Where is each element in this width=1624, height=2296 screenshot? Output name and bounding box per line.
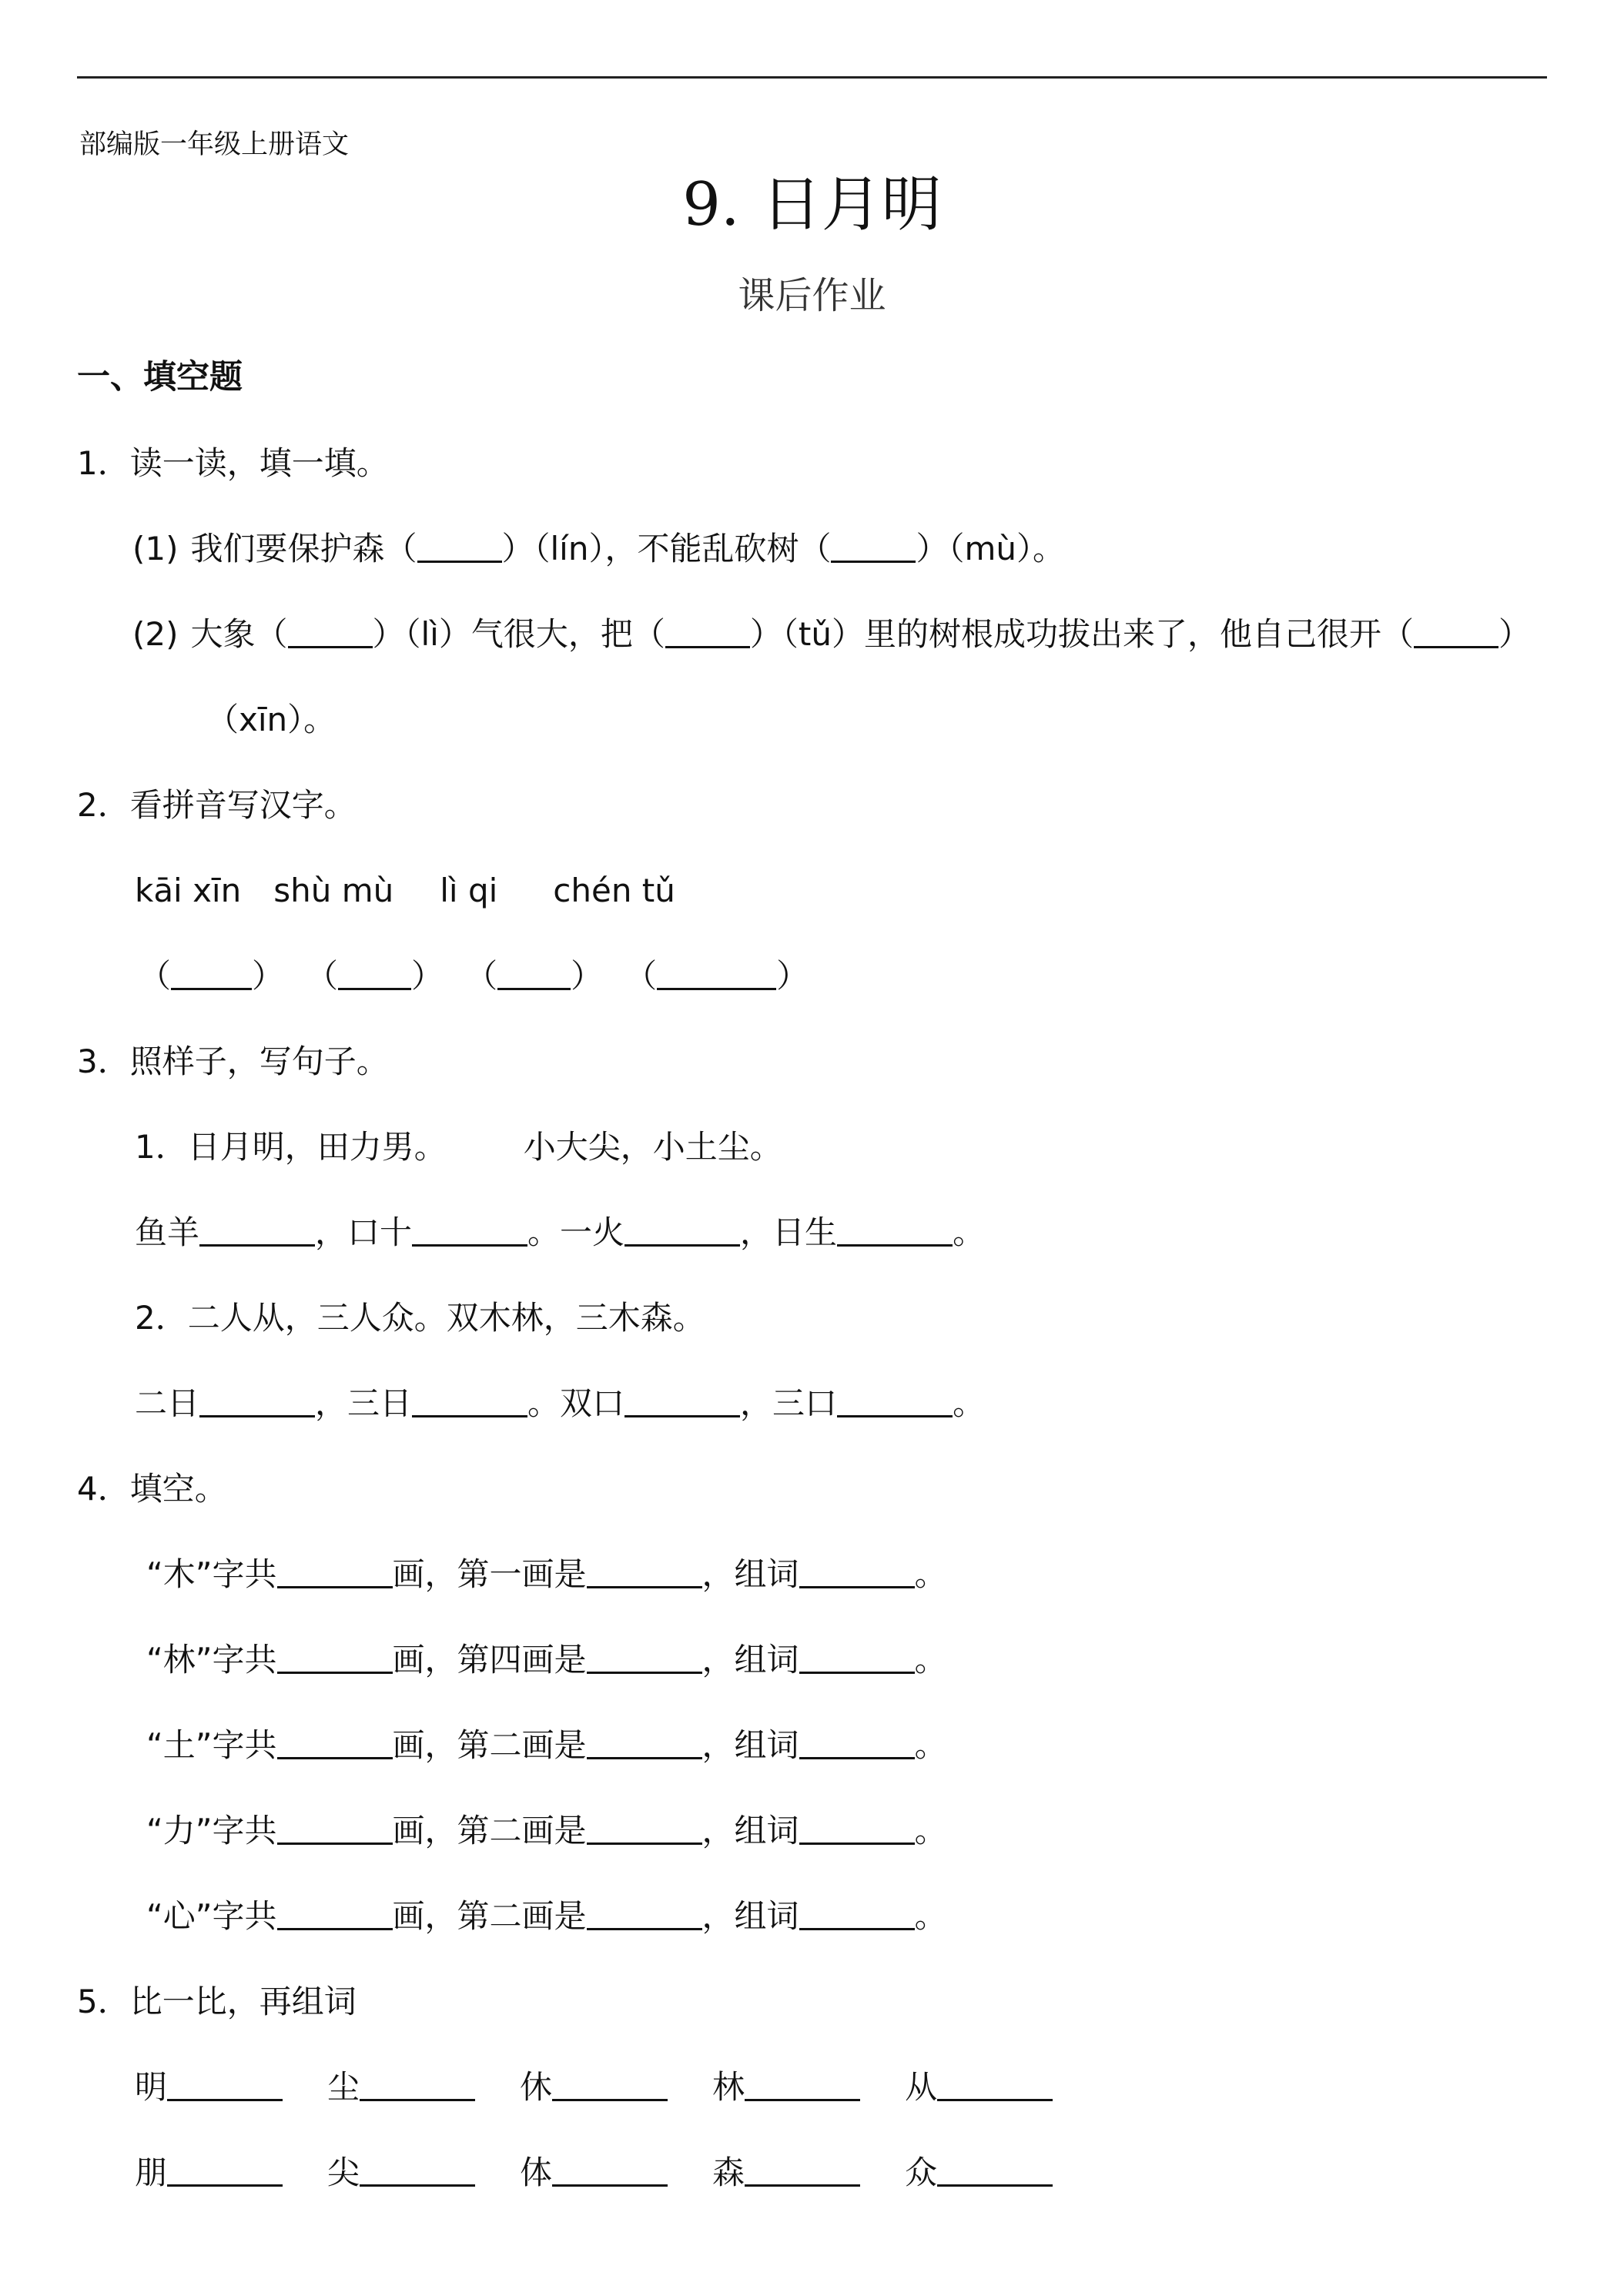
compare-char: 众: [905, 2154, 938, 2191]
pinyin-row: [135, 869, 675, 912]
q4-text: 。: [914, 1555, 947, 1593]
stroke-row: [146, 1553, 947, 1596]
answer-blank[interactable]: [799, 1812, 915, 1845]
lesson-title-text: 日月明: [761, 170, 942, 239]
q3-text: ，日生: [740, 1213, 838, 1251]
answer-blank[interactable]: [277, 1897, 393, 1930]
q3-example-1: [135, 1126, 782, 1169]
q1s1-text-c: ）（mù）。: [916, 530, 1066, 567]
q4-text: “木”字共: [146, 1555, 277, 1593]
q3-text: ，三口: [740, 1384, 838, 1422]
question-3-stem: 3．照样子，写句子。: [77, 1043, 389, 1080]
q3-text: 。: [953, 1213, 986, 1251]
compare-row-2: [135, 2151, 1053, 2194]
answer-blank[interactable]: [277, 1641, 393, 1674]
compare-char: 朋: [135, 2154, 168, 2191]
q1-sentence-2-continued: （xīn）。: [206, 701, 337, 738]
answer-blank[interactable]: [837, 1384, 953, 1417]
answer-blank[interactable]: [624, 1213, 740, 1247]
answer-blank[interactable]: [587, 1897, 702, 1930]
pinyin-item: kāi xīn: [135, 872, 242, 909]
compare-char: 尖: [327, 2154, 360, 2191]
q4-text: 画，第二画是: [392, 1897, 587, 1935]
paren-close: ）: [411, 957, 444, 995]
answer-blank[interactable]: [587, 1555, 702, 1588]
answer-blank[interactable]: [552, 2154, 668, 2187]
answer-blank[interactable]: [277, 1812, 393, 1845]
answer-blank[interactable]: [937, 2154, 1053, 2187]
answer-blank[interactable]: [288, 615, 373, 648]
q4-text: ，组词: [702, 1812, 799, 1849]
answer-blank[interactable]: [665, 615, 750, 648]
answer-blank[interactable]: [360, 2068, 475, 2101]
q3-example-1b: 小大尖，小土尘。: [523, 1128, 782, 1166]
pinyin-item: shù mù: [273, 872, 394, 909]
section-heading: 一、填空题: [77, 358, 243, 397]
answer-blank[interactable]: [745, 2154, 860, 2187]
compare-char: 森: [712, 2154, 745, 2191]
answer-blank[interactable]: [587, 1812, 702, 1845]
q1s2-text-a: 大象（: [190, 615, 288, 653]
book-label: 部编版一年级上册语文: [79, 129, 350, 160]
answer-blank[interactable]: [338, 957, 411, 990]
answer-blank[interactable]: [412, 1213, 527, 1247]
q1s2-label: (2): [132, 615, 179, 653]
q4-text: 画，第一画是: [392, 1555, 587, 1593]
paren-close: ）: [571, 957, 604, 995]
answer-blank[interactable]: [552, 2068, 668, 2101]
answer-blank[interactable]: [199, 1384, 315, 1417]
question-2-stem: 2．看拼音写汉字。: [77, 786, 357, 824]
q3-text: ，三日: [315, 1384, 413, 1422]
q4-text: 。: [914, 1897, 947, 1935]
paren-open: （: [624, 957, 658, 995]
answer-blank[interactable]: [167, 2068, 283, 2101]
answer-blank[interactable]: [417, 530, 502, 563]
stroke-row: [146, 1638, 947, 1682]
stroke-row: [146, 1895, 947, 1938]
compare-char: 从: [905, 2068, 938, 2106]
answer-blank[interactable]: [837, 1213, 953, 1247]
answer-blank[interactable]: [799, 1726, 915, 1759]
answer-blank[interactable]: [412, 1384, 527, 1417]
answer-blank[interactable]: [167, 2154, 283, 2187]
q4-text: 。: [914, 1812, 947, 1849]
answer-blank[interactable]: [497, 957, 571, 990]
q1s2-text-d: ）: [1498, 615, 1531, 653]
page-subtitle: 课后作业: [738, 274, 886, 317]
q4-text: “力”字共: [146, 1812, 277, 1849]
q4-text: 画，第四画是: [392, 1641, 587, 1678]
q1-sentence-2: [132, 613, 1531, 656]
answer-blank[interactable]: [277, 1726, 393, 1759]
stroke-row: [146, 1809, 947, 1853]
answer-blank[interactable]: [624, 1384, 740, 1417]
q3-example-1a: 1．日月明，田力男。: [135, 1128, 447, 1166]
q4-text: “林”字共: [146, 1641, 277, 1678]
answer-blank[interactable]: [199, 1213, 315, 1247]
lesson-title: [0, 168, 1624, 242]
paren-close: ）: [776, 957, 809, 995]
answer-blank[interactable]: [277, 1555, 393, 1588]
q1s2-text-b: ）（lì）气很大，把（: [372, 615, 665, 653]
answer-blank[interactable]: [587, 1641, 702, 1674]
answer-blank[interactable]: [799, 1555, 915, 1588]
question-5-stem: 5．比一比，再组词: [77, 1983, 357, 2020]
q3-text: 。: [953, 1384, 986, 1422]
answer-blank[interactable]: [171, 957, 252, 990]
paren-open: （: [139, 957, 172, 995]
q4-text: 。: [914, 1641, 947, 1678]
paren-open: （: [306, 957, 339, 995]
q4-text: ，组词: [702, 1555, 799, 1593]
q4-text: 。: [914, 1726, 947, 1764]
q1s2-text-c: ）（tǔ）里的树根成功拔出来了，他自己很开（: [749, 615, 1414, 653]
q4-text: 画，第二画是: [392, 1726, 587, 1764]
compare-char: 体: [520, 2154, 553, 2191]
answer-blank[interactable]: [1414, 615, 1498, 648]
q4-text: “心”字共: [146, 1897, 277, 1935]
q4-text: 画，第二画是: [392, 1812, 587, 1849]
q3-text: 二日: [135, 1384, 200, 1422]
lesson-number: 9.: [682, 170, 740, 239]
answer-blank[interactable]: [799, 1897, 915, 1930]
answer-blank[interactable]: [657, 957, 776, 990]
answer-blank[interactable]: [587, 1726, 702, 1759]
compare-char: 林: [712, 2068, 745, 2106]
q4-text: ，组词: [702, 1726, 799, 1764]
q3-answer-row-2: [135, 1382, 985, 1425]
q4-text: ，组词: [702, 1897, 799, 1935]
q3-text: 。双口: [527, 1384, 625, 1422]
q1s1-text-a: 我们要保护森（: [190, 530, 417, 567]
pinyin-answer-row: [139, 955, 809, 998]
q1s1-text-b: ）（lín），不能乱砍树（: [501, 530, 832, 567]
compare-char: 尘: [327, 2068, 360, 2106]
q3-text: 。一火: [527, 1213, 625, 1251]
compare-row-1: [135, 2066, 1053, 2109]
question-1-stem: 1．读一读，填一填。: [77, 444, 389, 482]
q4-text: ，组词: [702, 1641, 799, 1678]
question-4-stem: 4．填空。: [77, 1470, 227, 1508]
header-rule: [77, 76, 1547, 79]
answer-blank[interactable]: [831, 530, 916, 563]
compare-char: 休: [520, 2068, 553, 2106]
answer-blank[interactable]: [799, 1641, 915, 1674]
q3-answer-row-1: [135, 1211, 985, 1254]
answer-blank[interactable]: [937, 2068, 1053, 2101]
q3-text: ，口十: [315, 1213, 413, 1251]
q1-sentence-1: [132, 527, 1065, 571]
answer-blank[interactable]: [745, 2068, 860, 2101]
stroke-row: [146, 1724, 947, 1767]
compare-char: 明: [135, 2068, 168, 2106]
pinyin-item: lì qi: [440, 872, 498, 909]
answer-blank[interactable]: [360, 2154, 475, 2187]
q1s1-label: (1): [132, 530, 179, 567]
q3-example-2: 2．二人从，三人众。双木林，三木森。: [135, 1299, 705, 1337]
pinyin-item: chén tǔ: [553, 872, 675, 909]
q3-text: 鱼羊: [135, 1213, 200, 1251]
paren-close: ）: [252, 957, 285, 995]
q4-text: “土”字共: [146, 1726, 277, 1764]
paren-open: （: [465, 957, 498, 995]
